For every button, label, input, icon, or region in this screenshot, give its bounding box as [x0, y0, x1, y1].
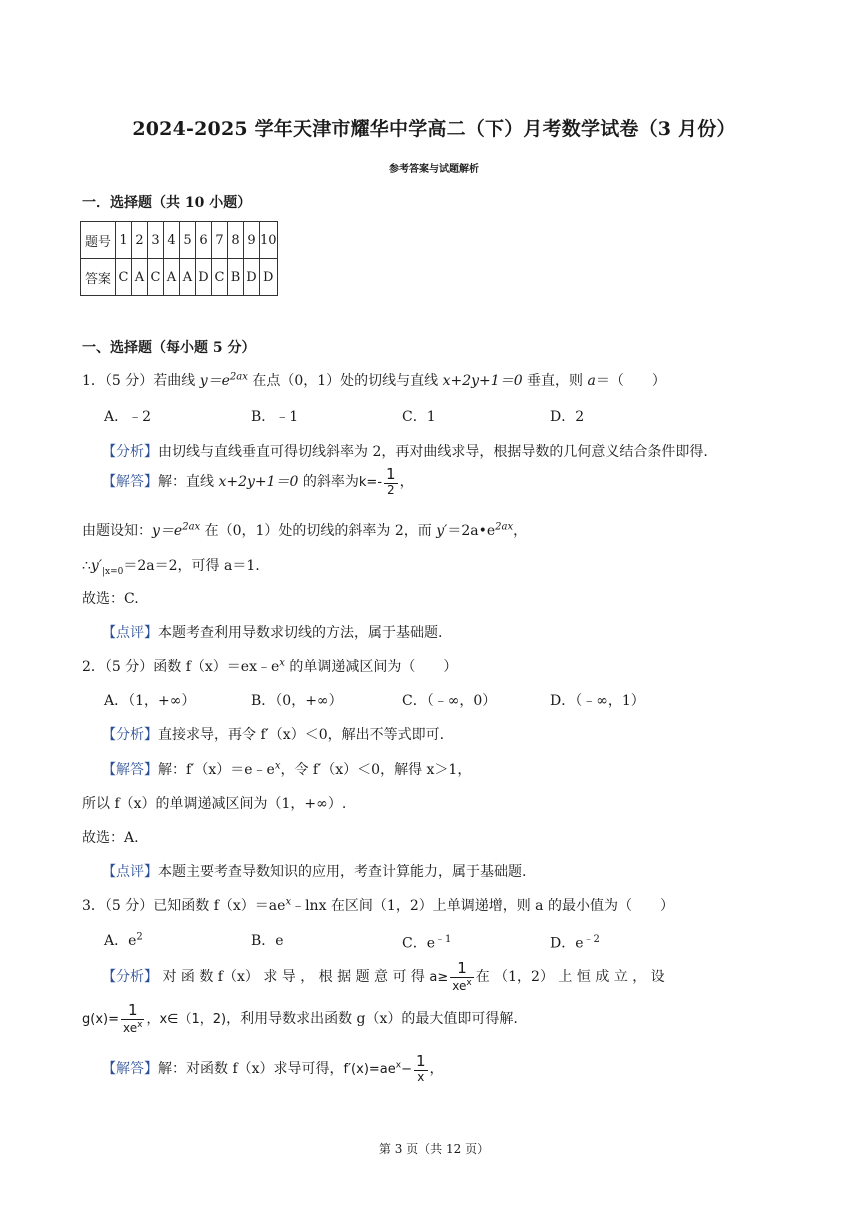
q1-sol-exponent: 2ax: [182, 521, 201, 533]
fraction-denominator-text: xe: [122, 1021, 138, 1036]
q1-sol-text: 解：直线: [158, 474, 219, 491]
fraction-numerator: 1: [386, 465, 396, 483]
q1-sol-expr: y′: [436, 523, 448, 539]
answer-table-cell: 9: [244, 222, 260, 259]
analysis-tag: 【分析】: [102, 444, 158, 460]
analysis-tag: 【分析】: [102, 727, 158, 743]
solution-tag: 【解答】: [102, 762, 158, 778]
answer-table-cell: 5: [180, 222, 196, 259]
option-d-label: D．e: [550, 935, 584, 952]
q1-sol-expr: y＝e: [152, 523, 183, 539]
q1-solution-line-1: [102, 466, 414, 498]
q1-var: a: [587, 373, 596, 389]
q1-text: 在点（0，1）处的切线与直线: [247, 373, 443, 389]
q1-text: 1．（5 分）若曲线: [82, 373, 200, 389]
fraction-numerator: 1: [450, 960, 473, 978]
answer-table-cell: 10: [260, 222, 278, 259]
answer-table-header-cell: 答案: [81, 259, 116, 296]
q3-derivative-minus: −: [401, 1062, 412, 1078]
comment-tag: 【点评】: [102, 864, 158, 880]
q1-sol-text: ，: [399, 474, 414, 491]
fraction-denominator: x: [417, 1070, 425, 1085]
analysis-tag: 【分析】: [102, 969, 158, 986]
answer-table-header-cell: 题号: [81, 222, 116, 259]
q1-text: ＝（ ）: [595, 373, 666, 389]
option-a: A．（1，+∞）: [104, 693, 196, 709]
q2-sol-text: ，令 f′（x）＜0，解得 x＞1，: [280, 762, 472, 778]
solution-tag: 【解答】: [102, 1061, 158, 1078]
fraction-denominator: [450, 978, 473, 994]
q3-derivative-fraction: [414, 1053, 428, 1085]
answer-table-cell: 6: [196, 222, 212, 259]
q3-g-fraction: [121, 1002, 144, 1036]
q1-sol-expr: x+2y+1＝0: [218, 474, 299, 491]
question-3-options: [0, 930, 868, 950]
option-c-exponent: ﹣1: [435, 934, 452, 945]
q1-comment: [102, 622, 442, 642]
q1-analysis: [102, 441, 708, 461]
answer-table-cell: A: [180, 259, 196, 296]
q2-analysis: [102, 724, 444, 744]
answer-table-cell: A: [164, 259, 180, 296]
q2-analysis-text: 直接求导，再令 f′（x）＜0，解出不等式即可.: [158, 727, 445, 743]
option-d-exponent: ﹣2: [583, 934, 600, 945]
q1-sol-expr: ＝2a•e: [447, 523, 496, 539]
option-c: C．1: [402, 409, 436, 425]
q3-text: 3．（5 分）已知函数 f（x）＝ae: [82, 898, 286, 914]
q2-solution-line-3: 故选：A.: [82, 830, 139, 846]
q3-sol-text: ，: [429, 1061, 444, 1078]
q3-sol-text: 解：对函数 f（x）求导可得，: [158, 1061, 344, 1078]
q1-k-label: k=-: [358, 475, 383, 491]
option-c: C．（﹣∞，0）: [402, 693, 497, 709]
q1-solution-line-4: 故选：C.: [82, 591, 139, 607]
fraction-denominator-exponent: x: [466, 978, 472, 989]
answer-table-cell: 2: [132, 222, 148, 259]
q1-sol-text: 的斜率为: [298, 474, 359, 491]
q1-sol-exponent: 2ax: [495, 521, 514, 533]
q1-sol-expr: y′: [90, 558, 103, 574]
answer-table-cell: C: [212, 259, 228, 296]
option-c: [402, 930, 451, 953]
option-b: B．e: [251, 933, 284, 949]
page-subtitle: 参考答案与试题解析: [389, 164, 479, 175]
q1-sol-subscript: |x=0: [102, 566, 124, 577]
q2-text: 2．（5 分）函数 f（x）＝ex﹣e: [82, 659, 280, 675]
fraction-denominator-exponent: x: [137, 1020, 143, 1031]
q3-analysis-text: 对 函 数 f（x） 求 导 ， 根 据 题 意 可 得: [158, 969, 430, 986]
answer-table-cell: A: [132, 259, 148, 296]
question-2-stem: [82, 656, 457, 676]
q1-text: 垂直，则: [522, 373, 588, 389]
q1-exponent: 2ax: [229, 371, 248, 383]
q1-expr: y＝e: [199, 373, 230, 389]
q3-ineq-lhs: a≥: [429, 970, 449, 986]
solution-tag: 【解答】: [102, 474, 158, 491]
option-d: [550, 930, 600, 953]
q1-solution-line-3: [82, 555, 260, 577]
q3-analysis-text: ，利用导数求出函数 g（x）的最大值即可得解.: [226, 1011, 518, 1028]
q2-sol-text: 解：f′（x）＝e﹣e: [158, 762, 275, 778]
question-3-stem: [82, 895, 674, 915]
q3-g-lhs: g(x)=: [82, 1012, 119, 1028]
q2-solution-line-2: 所以 f（x）的单调递减区间为（1，+∞）.: [82, 796, 347, 812]
option-a-label: A．e: [104, 933, 137, 949]
option-c-label: C．e: [402, 935, 435, 952]
section-heading-choice: 一、选择题（每小题 5 分）: [82, 340, 256, 356]
q3-g-domain: ，x∈（1，2): [146, 1012, 227, 1028]
q2-comment-text: 本题主要考查导数知识的应用，考查计算能力，属于基础题.: [158, 864, 527, 880]
q2-exponent: x: [279, 657, 285, 669]
answer-table-cell: 4: [164, 222, 180, 259]
q3-analysis-line-2: [82, 1002, 518, 1036]
question-1-stem: [82, 370, 666, 390]
q1-comment-text: 本题考查利用导数求切线的方法，属于基础题.: [158, 625, 443, 641]
option-a-exponent: 2: [136, 931, 143, 943]
q1-sol-text: ，: [513, 523, 528, 539]
fraction-denominator: 2: [386, 483, 395, 498]
section-heading-choice-summary: 一．选择题（共 10 小题）: [82, 195, 252, 211]
option-a: [104, 930, 143, 950]
q1-slope-fraction: [384, 466, 398, 498]
answer-table-cell: 7: [212, 222, 228, 259]
answer-table-cell: D: [260, 259, 278, 296]
answer-table-cell: C: [116, 259, 132, 296]
q2-comment: [102, 861, 526, 881]
option-b: B．﹣1: [251, 409, 299, 425]
fraction-denominator: [121, 1020, 144, 1036]
answer-table-number-row: [81, 222, 278, 259]
q1-solution-line-2: [82, 520, 527, 540]
q3-analysis-line-1: [102, 960, 792, 994]
answer-table-cell: 3: [148, 222, 164, 259]
q2-sol-exponent: x: [274, 760, 281, 772]
option-a: A．﹣2: [104, 409, 152, 425]
page-footer: 第 3 页（共 12 页）: [378, 1142, 490, 1156]
fraction-denominator-text: xe: [452, 979, 467, 994]
q3-derivative-exponent: x: [395, 1060, 402, 1071]
fraction-numerator: 1: [121, 1002, 144, 1020]
q1-sol-text: ∴: [82, 558, 91, 574]
answer-table-cell: D: [196, 259, 212, 296]
answer-table-cell: B: [228, 259, 244, 296]
answer-table-cell: C: [148, 259, 164, 296]
q3-solution-line-1: [102, 1053, 444, 1085]
q3-text: ﹣lnx 在区间（1，2）上单调递增，则 a 的最小值为（ ）: [291, 898, 674, 914]
q3-analysis-text: 在 （1，2） 上 恒 成 立 ， 设: [475, 969, 665, 986]
option-d: D．（﹣∞，1）: [550, 693, 645, 709]
q1-sol-text: 由题设知：: [82, 523, 152, 539]
q2-solution-line-1: [102, 759, 471, 779]
answer-table-cell: D: [244, 259, 260, 296]
q1-sol-text: ＝2a＝2，可得 a＝1.: [123, 558, 260, 574]
q1-analysis-text: 由切线与直线垂直可得切线斜率为 2，再对曲线求导，根据导数的几何意义结合条件即得.: [158, 444, 708, 460]
answer-table-answer-row: [81, 259, 278, 296]
answer-table-cell: 8: [228, 222, 244, 259]
option-d: D．2: [550, 409, 585, 425]
question-2-options: [0, 690, 868, 710]
question-1-options: [0, 406, 868, 426]
answer-table-cell: 1: [116, 222, 132, 259]
q2-text: 的单调递减区间为（ ）: [284, 659, 458, 675]
q3-exponent: x: [285, 896, 292, 908]
comment-tag: 【点评】: [102, 625, 158, 641]
option-b: B．（0，+∞）: [251, 693, 343, 709]
q1-line-expr: x+2y+1＝0: [442, 373, 523, 389]
q3-derivative-lhs: f′(x)=ae: [343, 1062, 396, 1078]
answer-table: [80, 221, 278, 296]
q1-sol-text: 在（0，1）处的切线的斜率为 2，而: [200, 523, 437, 539]
page-title: 2024-2025 学年天津市耀华中学高二（下）月考数学试卷（3 月份）: [132, 118, 736, 140]
fraction-numerator: 1: [416, 1052, 426, 1070]
q3-ineq-fraction: [450, 960, 473, 994]
